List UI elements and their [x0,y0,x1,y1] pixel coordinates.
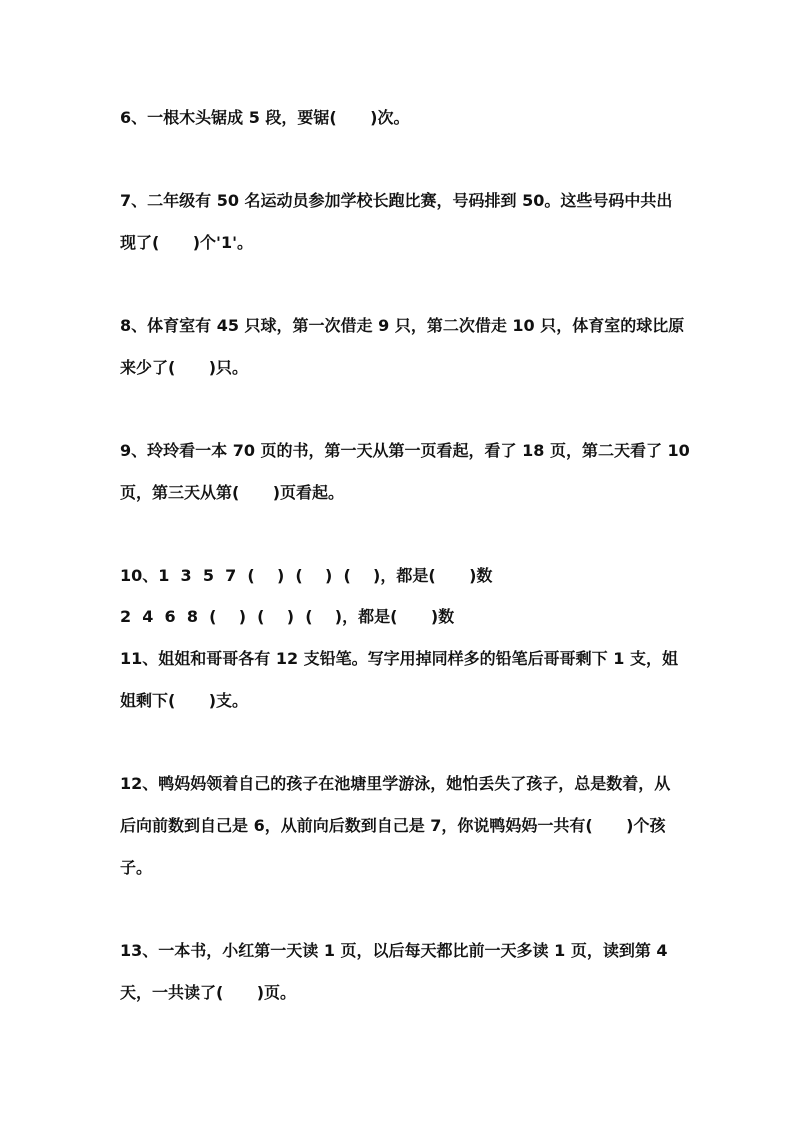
question-10-line-2: 2 4 6 8 ( ) ( ) ( )，都是( )数 [120,607,455,626]
question-13-line-1: 13、一本书，小红第一天读 1 页，以后每天都比前一天多读 1 页，读到第 4 [120,941,668,960]
question-12-line-1: 12、鸭妈妈领着自己的孩子在池塘里学游泳，她怕丢失了孩子，总是数着，从 [120,774,671,793]
question-12-line-2: 后向前数到自己是 6，从前向后数到自己是 7，你说鸭妈妈一共有( )个孩 [120,816,666,835]
question-12-line-3: 子。 [120,858,153,877]
question-11-line-1: 11、姐姐和哥哥各有 12 支铅笔。写字用掉同样多的铅笔后哥哥剩下 1 支，姐 [120,649,678,668]
question-9-line-2: 页，第三天从第( )页看起。 [120,483,345,502]
question-9-line-1: 9、玲玲看一本 70 页的书，第一天从第一页看起，看了 18 页，第二天看了 10 [120,441,690,460]
question-7-line-1: 7、二年级有 50 名运动员参加学校长跑比赛，号码排到 50。这些号码中共出 [120,191,673,210]
question-6-line-1: 6、一根木头锯成 5 段，要锯( )次。 [120,108,410,127]
question-8-line-2: 来少了( )只。 [120,358,249,377]
question-10-line-1: 10、1 3 5 7 ( ) ( ) ( )，都是( )数 [120,566,493,585]
question-11-line-2: 姐剩下( )支。 [120,691,249,710]
question-7-line-2: 现了( )个'1'。 [120,233,253,252]
question-13-line-2: 天，一共读了( )页。 [120,983,297,1002]
question-8-line-1: 8、体育室有 45 只球，第一次借走 9 只，第二次借走 10 只，体育室的球比原 [120,316,685,335]
